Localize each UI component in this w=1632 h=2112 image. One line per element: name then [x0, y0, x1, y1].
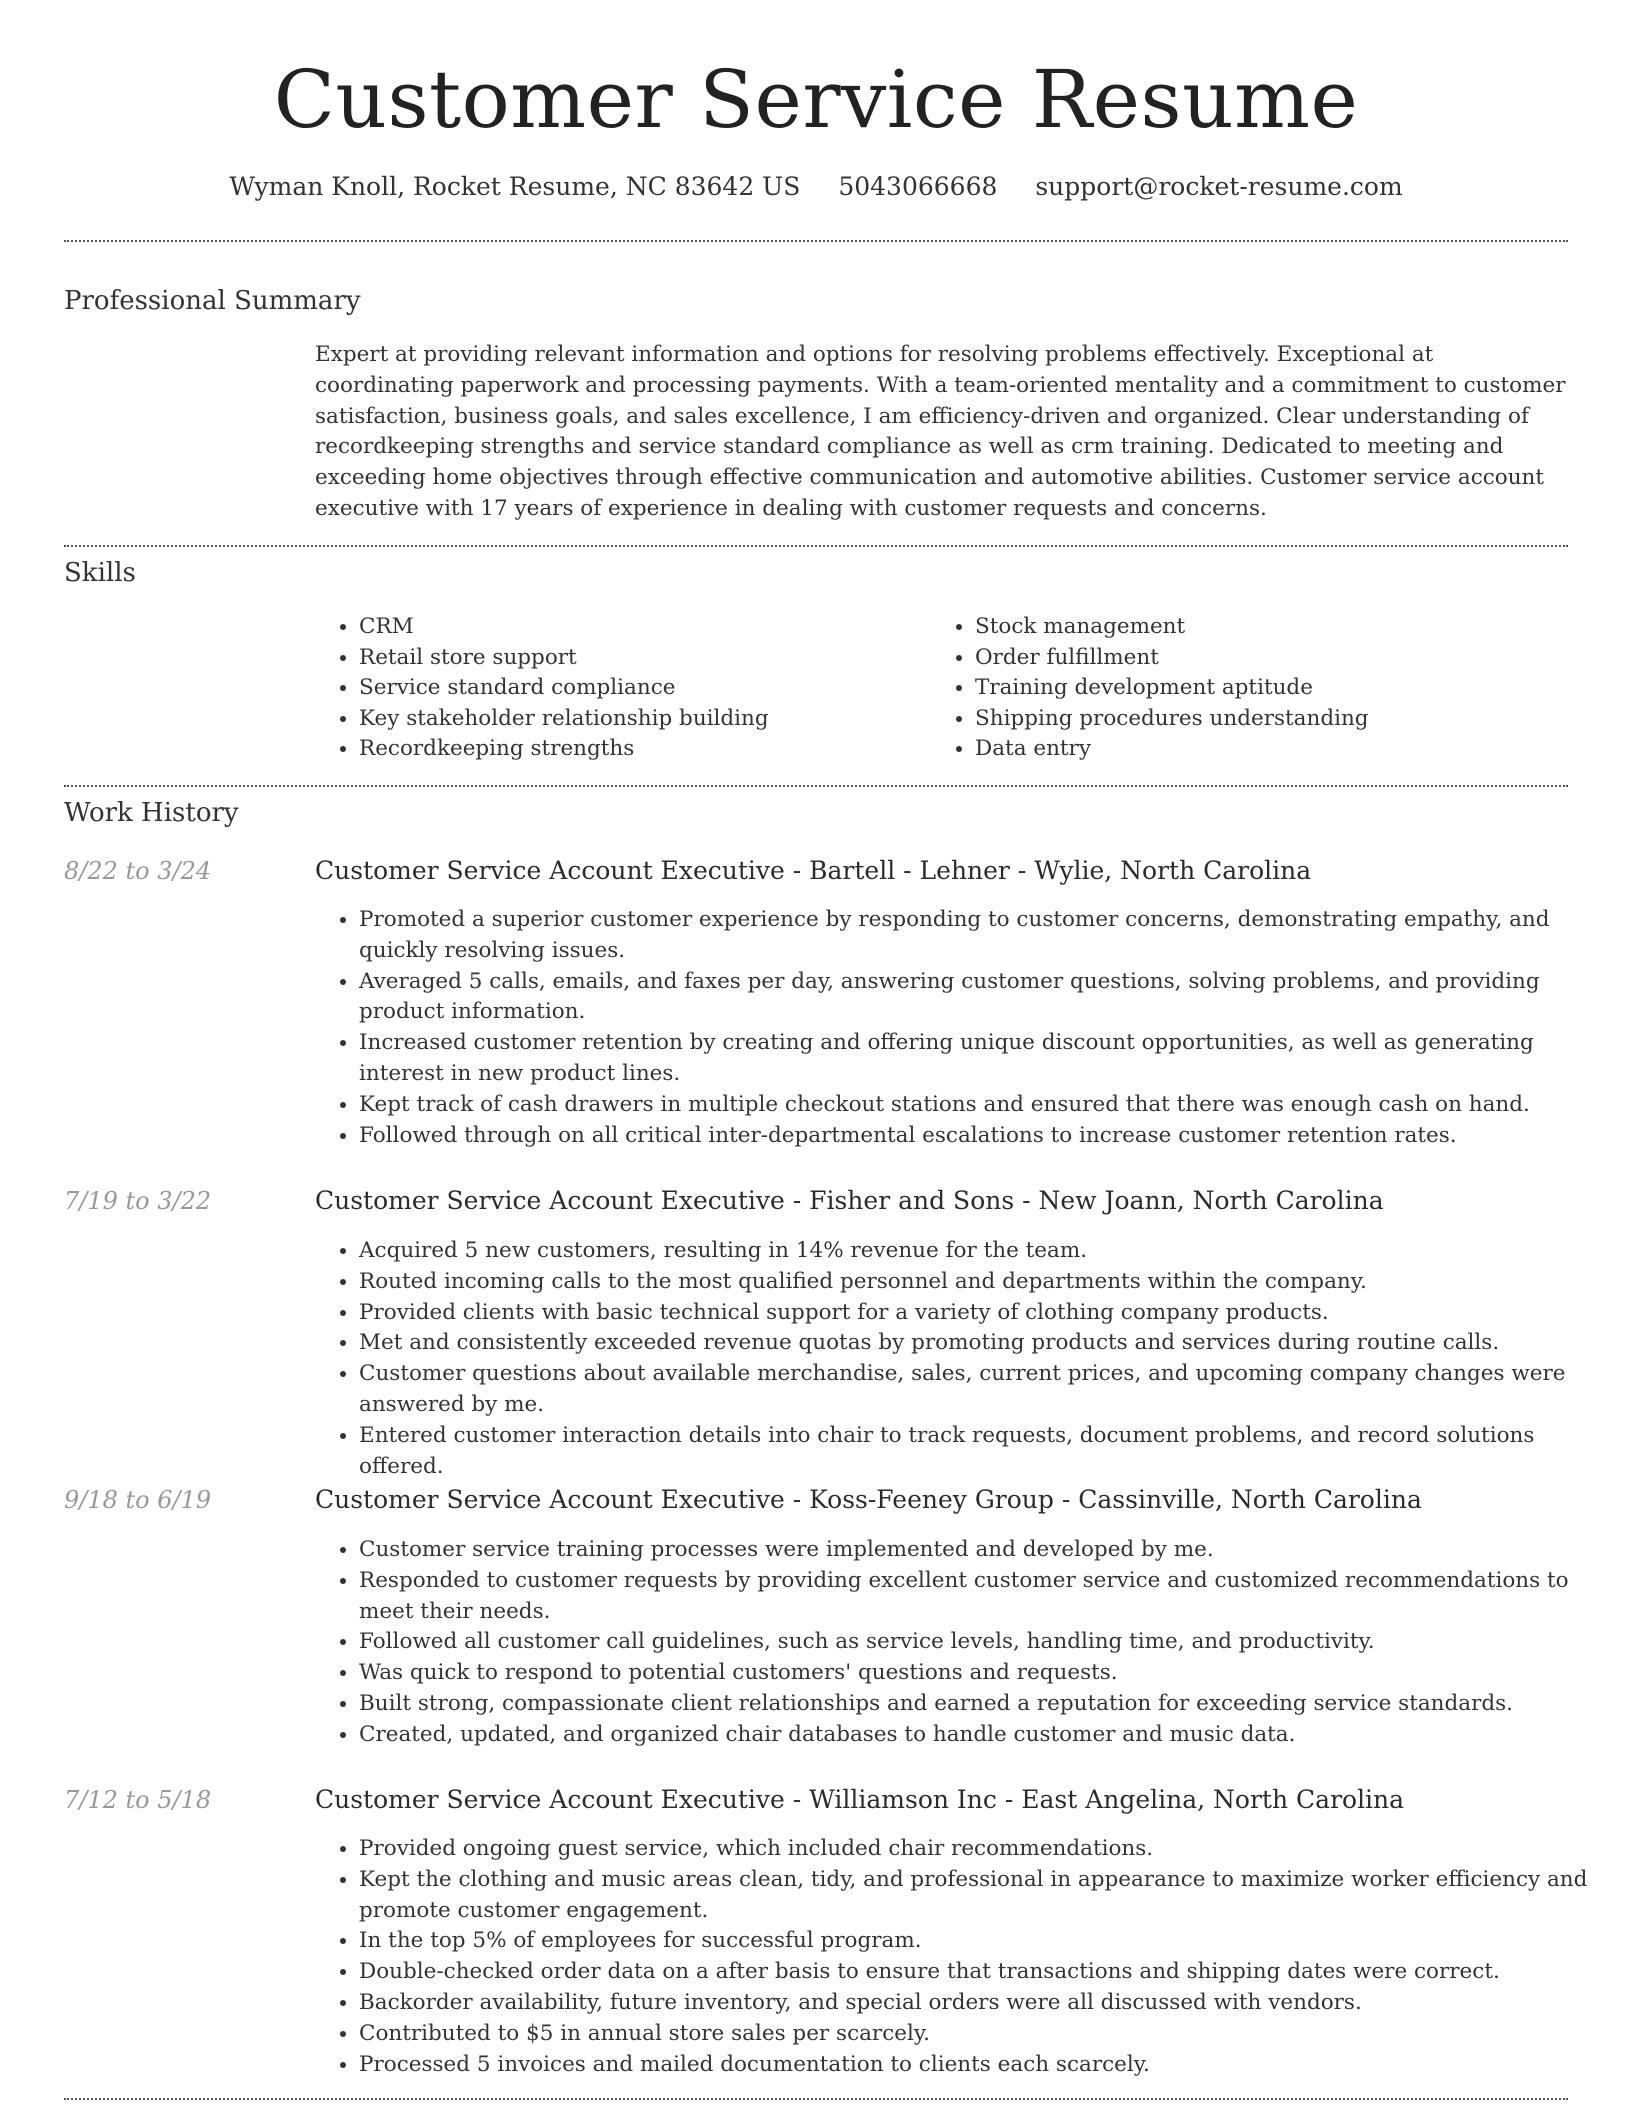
- skill-item: • CRM: [359, 612, 919, 643]
- job-bullet: • Responded to customer requests by providing excellent customer service and customized recommendations to meet their needs.: [359, 1566, 1615, 1628]
- job-bullet: • In the top 5% of employees for successful program.: [359, 1926, 1615, 1957]
- contact-phone: 5043066668: [838, 172, 998, 201]
- job-title: Customer Service Account Executive - Koss-Feeney Group - Cassinville, North Carolina: [315, 1485, 1422, 1514]
- section-heading-summary: Professional Summary: [64, 286, 361, 316]
- summary-text: Expert at providing relevant information and options for resolving problems effectively. Exceptional at coordinating paperwork and processing payments. With a team-oriented mentality and a commitment to customer satisfaction, business goals, and sales excellence, I am efficiency-driven and organized. Clear understanding of recordkeeping strengths and service standard compliance as well as crm training. Dedicated to meeting and exceeding home objectives through effective communication and automotive abilities. Customer service account executive with 17 years of experience in dealing with customer requests and concerns.: [315, 342, 1566, 521]
- job-bullet: • Double-checked order data on a after basis to ensure that transactions and shipping dates were correct.: [359, 1957, 1615, 1988]
- contact-email: support@rocket-resume.com: [1035, 172, 1403, 201]
- divider: [64, 2098, 1568, 2100]
- skill-item: • Shipping procedures understanding: [975, 704, 1575, 735]
- section-heading-work: Work History: [64, 798, 239, 828]
- skill-item: • Data entry: [975, 734, 1575, 765]
- job-bullet: • Provided ongoing guest service, which included chair recommendations.: [359, 1834, 1615, 1865]
- divider: [64, 785, 1568, 787]
- section-heading-skills: Skills: [64, 558, 136, 588]
- skill-item: • Order fulfillment: [975, 643, 1575, 674]
- skill-item: • Service standard compliance: [359, 673, 919, 704]
- job-bullet: • Increased customer retention by creating and offering unique discount opportunities, as well as generating interest in new product lines.: [359, 1028, 1615, 1090]
- job-bullet: • Routed incoming calls to the most qualified personnel and departments within the company.: [359, 1267, 1615, 1298]
- job-bullet: • Kept track of cash drawers in multiple checkout stations and ensured that there was enough cash on hand.: [359, 1090, 1615, 1121]
- job-bullet: • Was quick to respond to potential customers' questions and requests.: [359, 1658, 1615, 1689]
- skills-list-right: [931, 612, 1575, 765]
- job-bullet: • Promoted a superior customer experience by responding to customer concerns, demonstrating empathy, and quickly resolving issues.: [359, 905, 1615, 967]
- job-bullet: • Kept the clothing and music areas clean, tidy, and professional in appearance to maximize worker efficiency and promote customer engagement.: [359, 1865, 1615, 1927]
- job-dates: 8/22 to 3/24: [64, 857, 212, 885]
- skill-item: • Training development aptitude: [975, 673, 1575, 704]
- job-bullet: • Customer questions about available merchandise, sales, current prices, and upcoming company changes were answered by me.: [359, 1359, 1615, 1421]
- contact-address: Wyman Knoll, Rocket Resume, NC 83642 US: [229, 172, 801, 201]
- job-title: Customer Service Account Executive - Bartell - Lehner - Wylie, North Carolina: [315, 856, 1312, 885]
- job-bullet: • Entered customer interaction details into chair to track requests, document problems, and record solutions offered.: [359, 1421, 1615, 1483]
- job-bullet: • Processed 5 invoices and mailed documentation to clients each scarcely.: [359, 2050, 1615, 2081]
- job-bullets: [315, 1834, 1615, 2080]
- job-bullet: • Acquired 5 new customers, resulting in 14% revenue for the team.: [359, 1236, 1615, 1267]
- skill-item: • Retail store support: [359, 643, 919, 674]
- divider: [64, 240, 1568, 242]
- job-title: Customer Service Account Executive - Williamson Inc - East Angelina, North Carolina: [315, 1785, 1405, 1814]
- skill-item: • Key stakeholder relationship building: [359, 704, 919, 735]
- resume-title: Customer Service Resume: [273, 53, 1359, 146]
- job-bullet: • Provided clients with basic technical support for a variety of clothing company products.: [359, 1298, 1615, 1329]
- job-dates: 7/19 to 3/22: [64, 1187, 212, 1215]
- job-bullet: • Followed all customer call guidelines, such as service levels, handling time, and productivity.: [359, 1627, 1615, 1658]
- job-title: Customer Service Account Executive - Fisher and Sons - New Joann, North Carolina: [315, 1186, 1384, 1215]
- skills-list-left: [315, 612, 919, 765]
- job-bullet: • Customer service training processes were implemented and developed by me.: [359, 1535, 1615, 1566]
- contact-line: [0, 170, 1632, 204]
- job-bullet: • Created, updated, and organized chair databases to handle customer and music data.: [359, 1720, 1615, 1751]
- job-bullets: [315, 1535, 1615, 1751]
- job-bullets: [315, 905, 1615, 1151]
- job-dates: 9/18 to 6/19: [64, 1486, 212, 1514]
- skill-item: • Stock management: [975, 612, 1575, 643]
- job-bullet: • Backorder availability, future inventory, and special orders were all discussed with vendors.: [359, 1988, 1615, 2019]
- job-bullet: • Met and consistently exceeded revenue quotas by promoting products and services during routine calls.: [359, 1328, 1615, 1359]
- job-dates: 7/12 to 5/18: [64, 1786, 212, 1814]
- divider: [64, 545, 1568, 547]
- skill-item: • Recordkeeping strengths: [359, 734, 919, 765]
- job-bullet: • Followed through on all critical inter-departmental escalations to increase customer retention rates.: [359, 1121, 1615, 1152]
- job-bullets: [315, 1236, 1615, 1482]
- job-bullet: • Built strong, compassionate client relationships and earned a reputation for exceeding service standards.: [359, 1689, 1615, 1720]
- job-bullet: • Averaged 5 calls, emails, and faxes per day, answering customer questions, solving problems, and providing product information.: [359, 967, 1615, 1029]
- job-bullet: • Contributed to $5 in annual store sales per scarcely.: [359, 2019, 1615, 2050]
